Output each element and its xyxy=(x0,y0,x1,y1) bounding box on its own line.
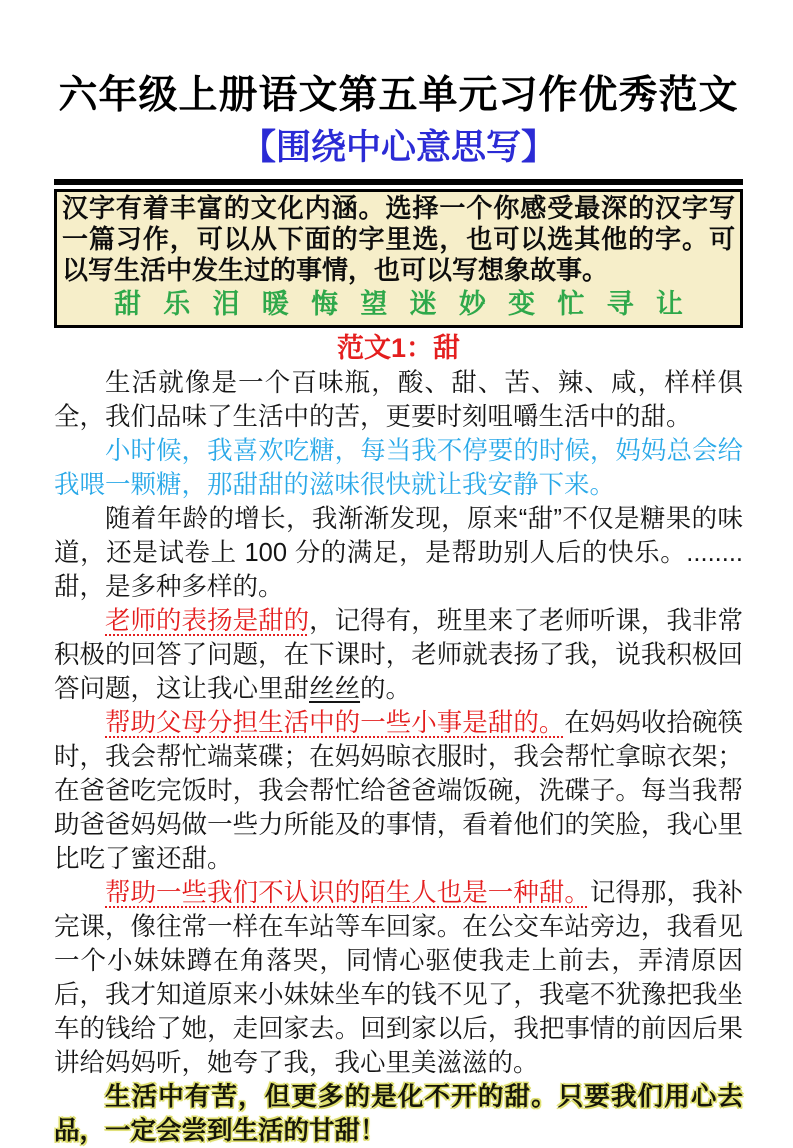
candidate-character: 泪 xyxy=(212,288,240,319)
candidate-character: 寻 xyxy=(606,288,634,319)
candidate-character-row xyxy=(62,286,735,320)
essay-heading: 范文1：甜 xyxy=(336,332,461,363)
double-rule-divider xyxy=(54,179,743,185)
candidate-character: 乐 xyxy=(163,288,191,319)
writing-prompt-text: 汉字有着丰富的文化内涵。选择一个你感受最深的汉字写一篇习作，可以从下面的字里选，也可以选其他的字。可以写生活中发生过的事情，也可以写想象故事。 xyxy=(62,192,735,285)
essay-text-segment: 生活就像是一个百味瓶，酸、甜、苦、辣、咸，样样俱全，我们品味了生活中的苦，更要时刻咀嚼生活中的甜。 xyxy=(54,368,743,431)
essay-text-segment: 小时候，我喜欢吃糖，每当我不停要的时候，妈妈总会给我喂一颗糖，那甜甜的滋味很快就让我安静下来。 xyxy=(54,436,743,499)
candidate-character: 变 xyxy=(508,288,536,319)
writing-prompt-box xyxy=(54,189,743,328)
essay-text-segment: 的。 xyxy=(360,674,412,703)
essay-paragraph xyxy=(54,604,743,706)
candidate-character: 迷 xyxy=(409,288,437,319)
page-subtitle: 【围绕中心意思写】 xyxy=(240,127,556,167)
candidate-character: 甜 xyxy=(114,288,141,319)
essay-text-segment: 生活中有苦，但更多的是化不开的甜。只要我们用心去品，一定会尝到生活的甘甜！ xyxy=(54,1082,743,1145)
essay-paragraph xyxy=(54,434,743,502)
page-title: 六年级上册语文第五单元习作优秀范文 xyxy=(58,74,739,117)
essay-paragraph xyxy=(54,366,743,434)
essay-paragraph xyxy=(54,502,743,604)
essay-text-segment: 在妈妈收拾碗筷时，我会帮忙端菜碟；在妈妈晾衣服时，我会帮忙拿晾衣架；在爸爸吃完饭时，我会帮忙给爸爸端饭碗，洗碟子。每当我帮助爸爸妈妈做一些力所能及的事情，看着他们的笑脸，我心里比吃了蜜还甜。 xyxy=(54,708,743,873)
essay-text-segment: 老师的表扬是甜的 xyxy=(105,606,310,635)
candidate-character: 暖 xyxy=(261,288,289,319)
essay-text-segment: 帮助父母分担生活中的一些小事是甜的。 xyxy=(105,708,565,737)
candidate-character: 忙 xyxy=(557,288,585,319)
candidate-character: 悔 xyxy=(311,288,339,319)
essay-text-segment: 随着年龄的增长，我渐渐发现，原来“甜”不仅是糖果的味道，还是试卷上 100 分的满足，是帮助别人后的快乐。........甜，是多种多样的。 xyxy=(54,504,743,601)
essay-text-segment: 丝丝 xyxy=(309,674,361,703)
essay-paragraph xyxy=(54,1080,743,1148)
essay-paragraph xyxy=(54,706,743,876)
essay-text-segment: ，记得有，班里来了老师听课，我非常积极的回答了问题，在下课时，老师就表扬了我，说我积极回答问题，这让我心里甜 xyxy=(54,606,743,703)
essay-text-segment: 帮助一些我们不认识的陌生人也是一种甜。 xyxy=(105,878,590,907)
candidate-character: 妙 xyxy=(458,288,486,319)
essay-text-segment: 记得那，我补完课，像往常一样在车站等车回家。在公交车站旁边，我看见一个小妹妹蹲在角落哭，同情心驱使我走上前去，弄清原因后，我才知道原来小妹妹坐车的钱不见了，我毫不犹豫把我坐车的钱给了她，走回家去。回到家以后，我把事情的前因后果讲给妈妈听，她夸了我，我心里美滋滋的。 xyxy=(54,878,743,1077)
essay-paragraph xyxy=(54,876,743,1080)
candidate-character: 让 xyxy=(655,288,683,319)
essay-body xyxy=(54,366,743,1148)
candidate-character: 望 xyxy=(360,288,388,319)
